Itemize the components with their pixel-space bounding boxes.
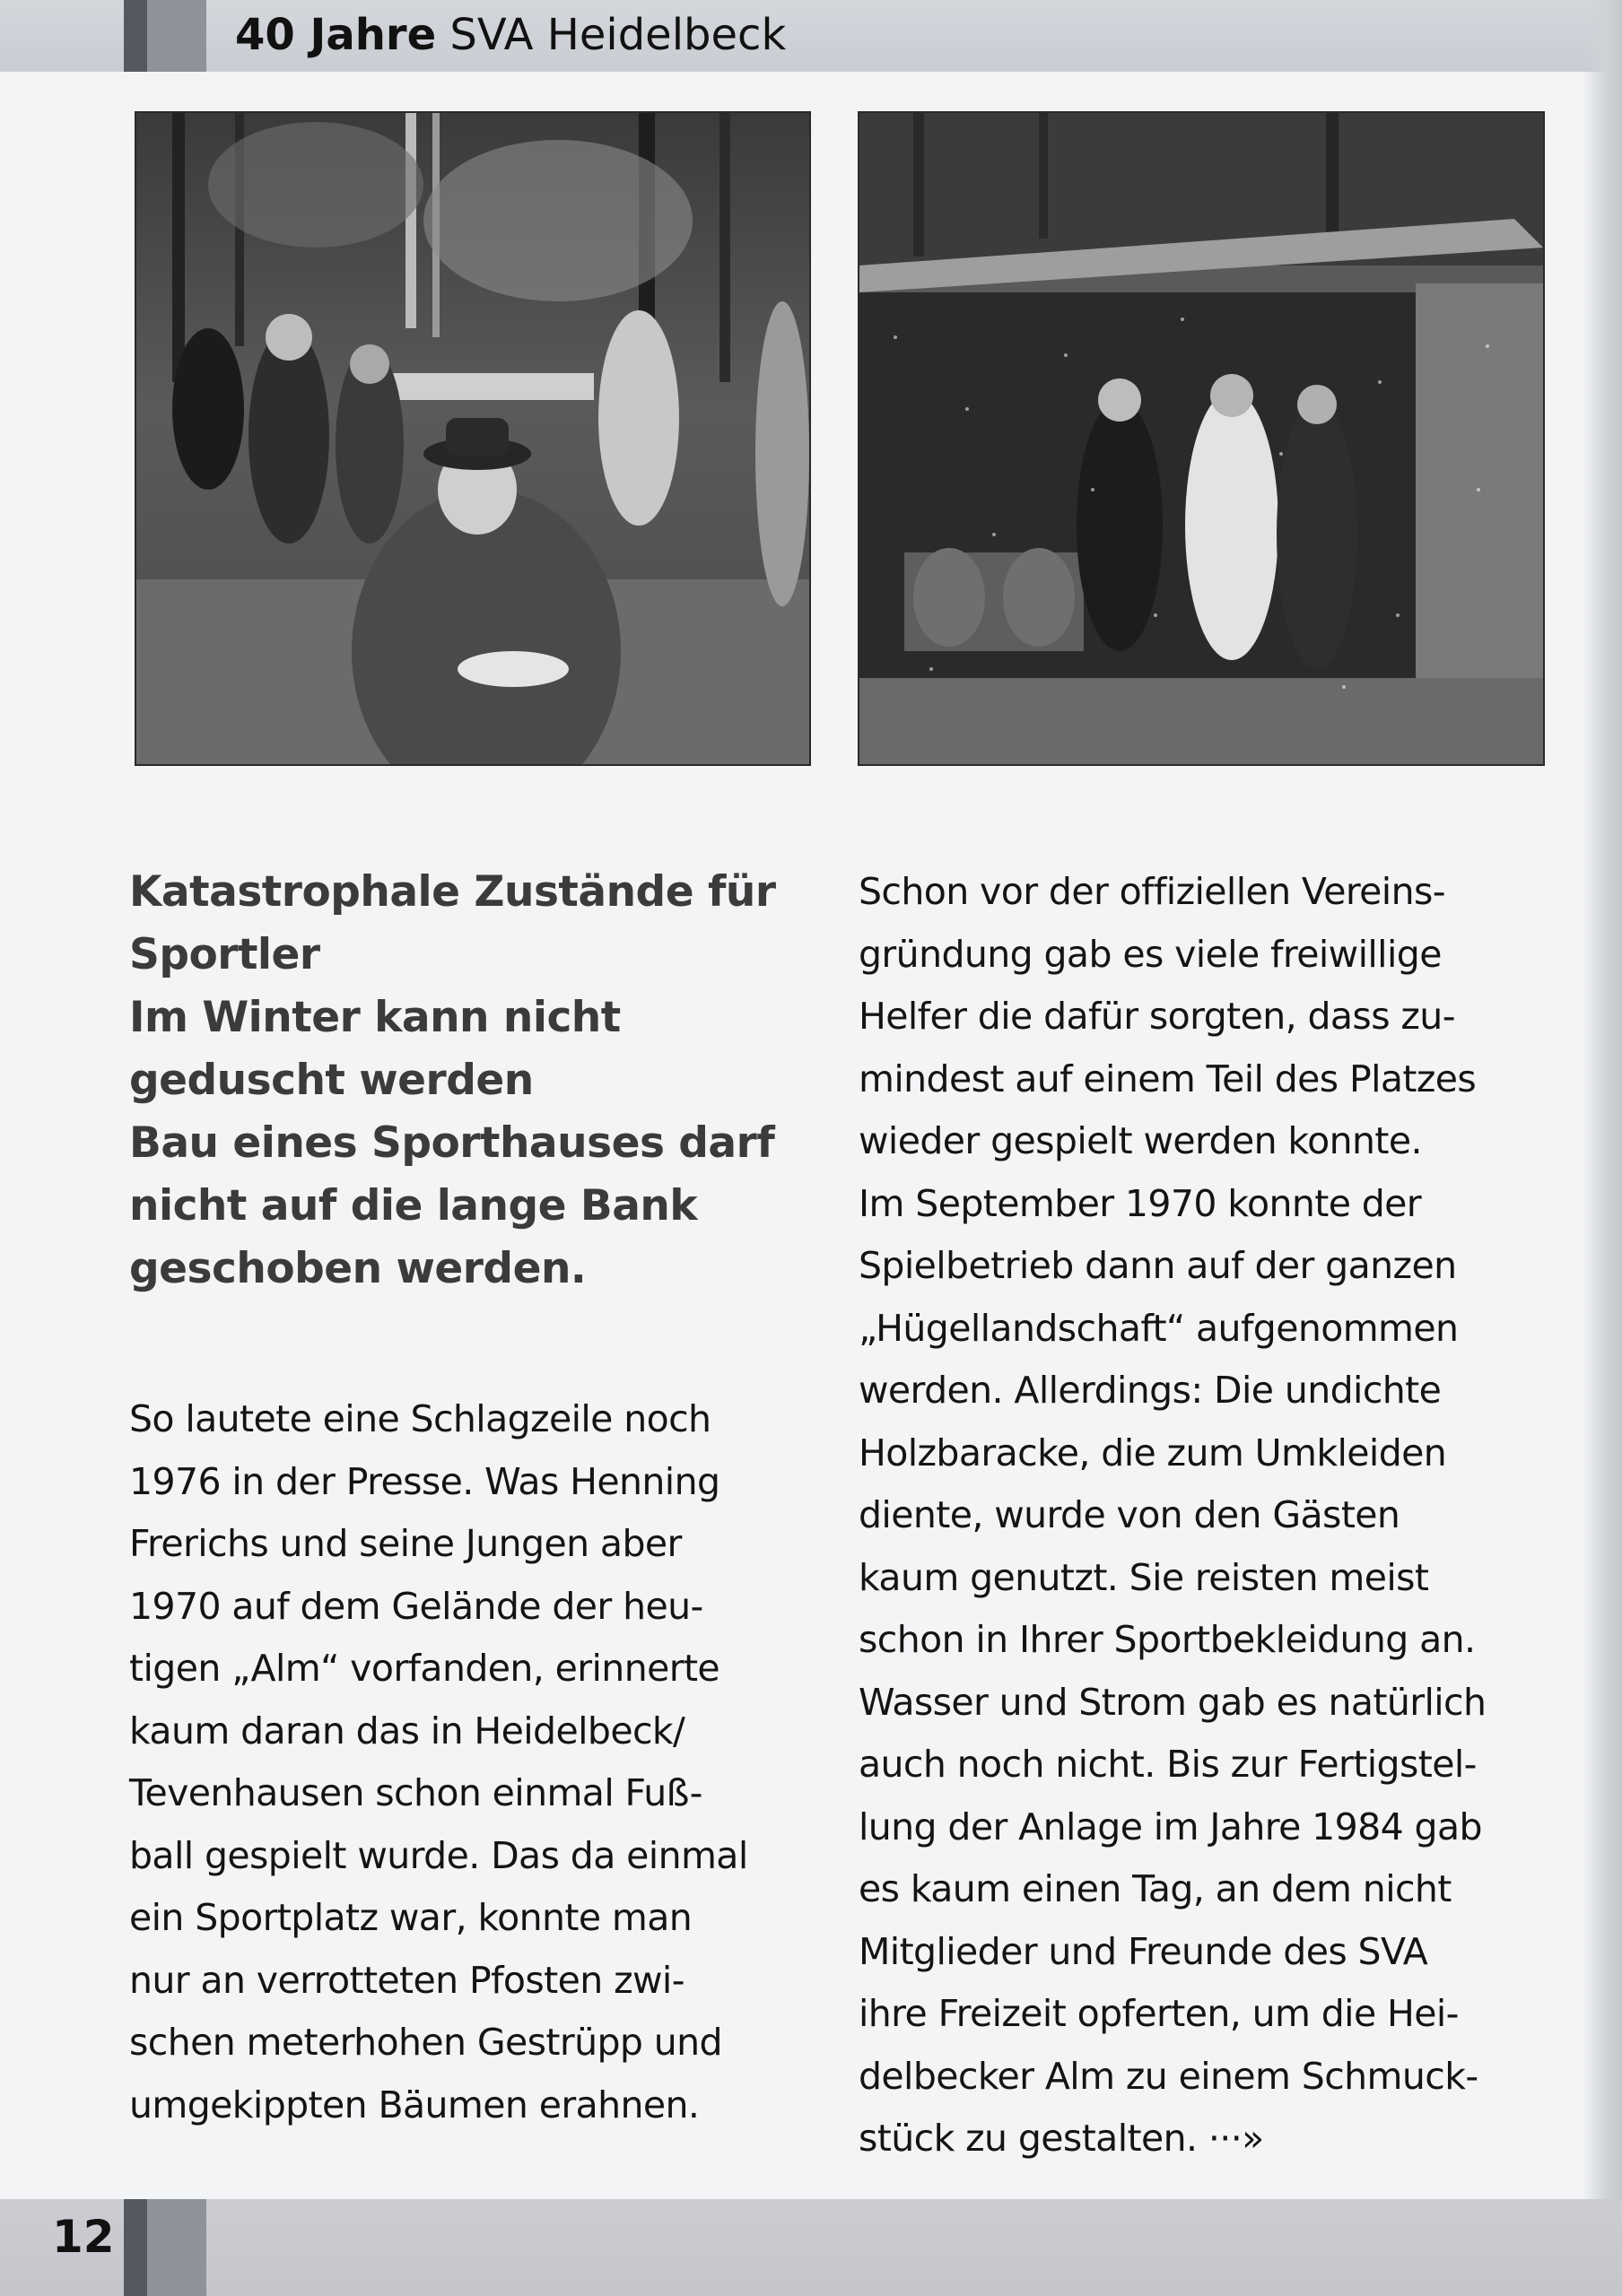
text-line: stück zu gestalten. ···»: [859, 2117, 1264, 2160]
text-line: es kaum einen Tag, an dem nicht: [859, 1867, 1452, 1910]
text-line: Im September 1970 konnte der: [859, 1181, 1422, 1225]
header-title-rest: SVA Heidelbeck: [449, 10, 787, 60]
text-line: So lautete eine Schlagzeile noch: [129, 1397, 711, 1440]
text-line: umgekippten Bäumen erahnen.: [129, 2083, 700, 2126]
text-line: 1976 in der Presse. Was Henning: [129, 1459, 720, 1503]
text-line: ball gespielt wurde. Das da einmal: [129, 1833, 748, 1877]
text-line: werden. Allerdings: Die undichte: [859, 1369, 1442, 1412]
text-line: schon in Ihrer Sportbekleidung an.: [859, 1618, 1476, 1661]
text-line: kaum genutzt. Sie reisten meist: [859, 1555, 1429, 1599]
text-line: Frerichs und seine Jungen aber: [129, 1522, 682, 1565]
text-line: „Hügellandschaft“ aufgenommen: [859, 1306, 1459, 1350]
footer-accent-dark: [124, 2199, 147, 2296]
text-line: wieder gespielt werden konnte.: [859, 1119, 1422, 1162]
text-line: Schon vor der offiziellen Vereins-: [859, 870, 1445, 913]
text-line: Tevenhausen schon einmal Fuß-: [129, 1771, 702, 1814]
text-line: 1970 auf dem Gelände der heu-: [129, 1584, 703, 1628]
text-line: schen meterhohen Gestrüpp und: [129, 2021, 722, 2064]
text-line: Mitglieder und Freunde des SVA: [859, 1929, 1428, 1973]
right-text-column: [859, 861, 1549, 2170]
text-line: lung der Anlage im Jahre 1984 gab: [859, 1805, 1482, 1848]
text-line: Holzbaracke, die zum Umkleiden: [859, 1431, 1447, 1474]
footer-accent-light: [147, 2199, 206, 2296]
header-accent-dark: [124, 0, 147, 72]
text-line: Spielbetrieb dann auf der ganzen: [859, 1244, 1457, 1287]
left-body-paragraph: [129, 1388, 829, 2136]
text-line: tigen „Alm“ vorfanden, erinnerte: [129, 1647, 720, 1690]
headline-line: Bau eines Sporthauses darf: [129, 1118, 775, 1168]
header-accent-light: [147, 0, 206, 72]
page-number: 12: [52, 2211, 115, 2263]
page-edge-shadow: [1583, 0, 1622, 2296]
text-line: kaum daran das in Heidelbeck/: [129, 1709, 685, 1752]
text-line: Helfer die dafür sorgten, dass zu-: [859, 995, 1455, 1038]
text-line: delbecker Alm zu einem Schmuck-: [859, 2054, 1478, 2098]
headline-line: geduscht werden: [129, 1056, 534, 1105]
headline-line: nicht auf die lange Bank: [129, 1181, 698, 1231]
text-line: ein Sportplatz war, konnte man: [129, 1896, 693, 1939]
text-line: nur an verrotteten Pfosten zwi-: [129, 1958, 685, 2002]
photo-men-under-shelter: [858, 111, 1545, 766]
article-headline: [129, 861, 829, 1300]
text-line: auch noch nicht. Bis zur Fertigstel-: [859, 1743, 1477, 1786]
left-text-column: [129, 861, 829, 2136]
headline-line: geschoben werden.: [129, 1244, 587, 1293]
header-title-bold: 40 Jahre: [235, 10, 437, 60]
text-line: Wasser und Strom gab es natürlich: [859, 1680, 1487, 1724]
text-line: ihre Freizeit opferten, um die Hei-: [859, 1992, 1459, 2035]
footer-band: [0, 2199, 1622, 2296]
headline-line: Im Winter kann nicht: [129, 993, 621, 1042]
text-line: diente, wurde von den Gästen: [859, 1493, 1400, 1536]
text-line: gründung gab es viele freiwillige: [859, 932, 1442, 976]
right-body-paragraph: [859, 861, 1549, 2170]
headline-line: Katastrophale Zustände für: [129, 867, 776, 917]
running-header: [235, 5, 786, 65]
headline-line: Sportler: [129, 930, 320, 979]
text-line: mindest auf einem Teil des Platzes: [859, 1057, 1477, 1100]
photo-men-eating-outdoors: [135, 111, 811, 766]
